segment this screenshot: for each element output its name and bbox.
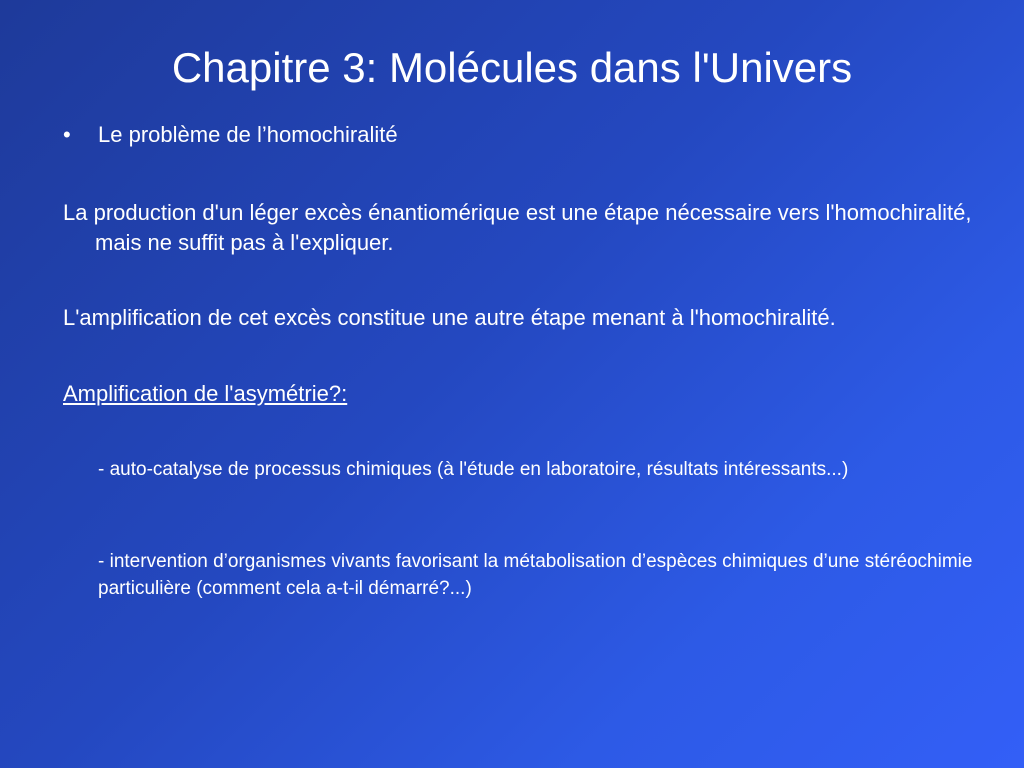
sub-item-living-organisms: - intervention d’organismes vivants favorisant la métabolisation d’espèces chimiques d’une stéréochimie particulière (comment cela a-t-il démarré?...) (98, 551, 973, 599)
bullet-item (63, 120, 398, 150)
bullet-icon: • (63, 122, 71, 147)
paragraph-production: La production d'un léger excès énantiomérique est une étape nécessaire vers l'homochiralité, mais ne suffit pas à l'expliquer. (63, 200, 972, 255)
paragraph-amplification: L'amplification de cet excès constitue une autre étape menant à l'homochiralité. (63, 305, 836, 330)
sub-item-autocatalysis: - auto-catalyse de processus chimiques (à l'étude en laboratoire, résultats intéressants...) (98, 459, 849, 480)
subheading-asymmetry: Amplification de l'asymétrie?: (63, 381, 348, 406)
slide-title: Chapitre 3: Molécules dans l'Univers (171, 44, 853, 91)
bullet-text: Le problème de l’homochiralité (98, 122, 398, 147)
